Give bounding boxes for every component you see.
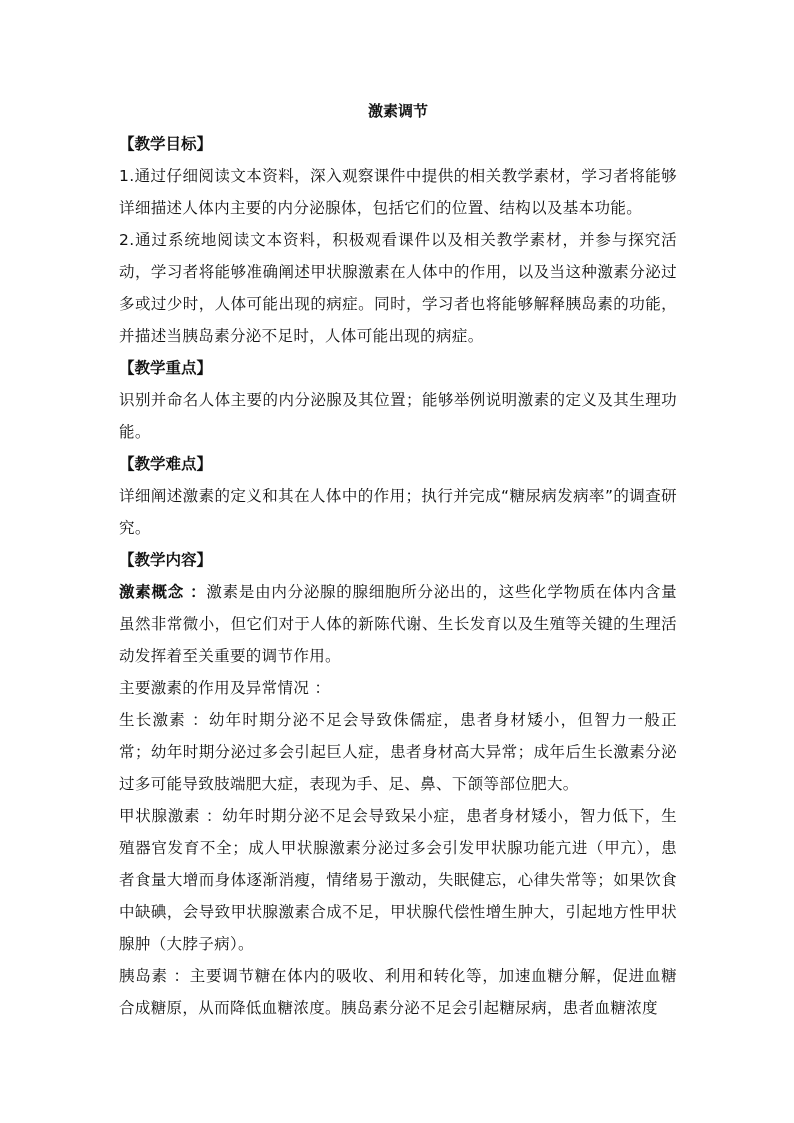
objectives-heading: 【教学目标】 bbox=[119, 135, 213, 153]
key-points-heading: 【教学重点】 bbox=[119, 359, 213, 377]
hormone-concept-text: 激素是由内分泌腺的腺细胞所分泌出的，这些化学物质在体内含量虽然非常微小，但它们对于人体的新陈代谢、生长发育以及生殖等关键的生理活动发挥着至关重要的调节作用。 bbox=[119, 583, 678, 665]
growth-hormone-paragraph: 生长激素 ：幼年时期分泌不足会导致侏儒症，患者身材矮小，但智力一般正常；幼年时期分泌过多会引起巨人症，患者身材高大异常；成年后生长激素分泌过多可能导致肢端肥大症，表现为手、足、鼻、下颌等部位肥大。 bbox=[119, 711, 677, 793]
content-heading: 【教学内容】 bbox=[119, 551, 213, 569]
objective-item-1: 1.通过仔细阅读文本资料，深入观察课件中提供的相关教学素材，学习者将能够详细描述人体内主要的内分泌腺体，包括它们的位置、结构以及基本功能。 bbox=[119, 167, 677, 217]
hormone-concept-term: 激素概念 ： bbox=[119, 583, 207, 601]
difficulties-heading: 【教学难点】 bbox=[119, 455, 213, 473]
insulin-paragraph: 胰岛素 ：主要调节糖在体内的吸收、利用和转化等，加速血糖分解，促进血糖合成糖原，从而降低血糖浓度。胰岛素分泌不足会引起糖尿病，患者血糖浓度 bbox=[119, 967, 677, 1017]
difficulties-text: 详细阐述激素的定义和其在人体中的作用；执行并完成“糖尿病发病率”的调查研究。 bbox=[119, 487, 677, 537]
hormone-concept-paragraph bbox=[119, 576, 677, 672]
document-title: 激素调节 bbox=[367, 102, 428, 120]
main-hormones-heading: 主要激素的作用及异常情况 ： bbox=[119, 679, 331, 697]
key-points-text: 识别并命名人体主要的内分泌腺及其位置；能够举例说明激素的定义及其生理功能。 bbox=[119, 391, 677, 441]
objective-item-2: 2.通过系统地阅读文本资料，积极观看课件以及相关教学素材，并参与探究活动，学习者将能够准确阐述甲状腺激素在人体中的作用，以及当这种激素分泌过多或过少时，人体可能出现的病症。同时，学习者也将能够解释胰岛素的功能，并描述当胰岛素分泌不足时，人体可能出现的病症。 bbox=[119, 231, 677, 345]
thyroid-hormone-paragraph: 甲状腺激素 ：幼年时期分泌不足会导致呆小症，患者身材矮小，智力低下，生殖器官发育不全；成人甲状腺激素分泌过多会引发甲状腺功能亢进（甲亢），患者食量大增而身体逐渐消瘦，情绪易于激动，失眠健忘，心律失常等；如果饮食中缺碘，会导致甲状腺激素合成不足，甲状腺代偿性增生肿大，引起地方性甲状腺肿（大脖子病）。 bbox=[119, 807, 677, 953]
